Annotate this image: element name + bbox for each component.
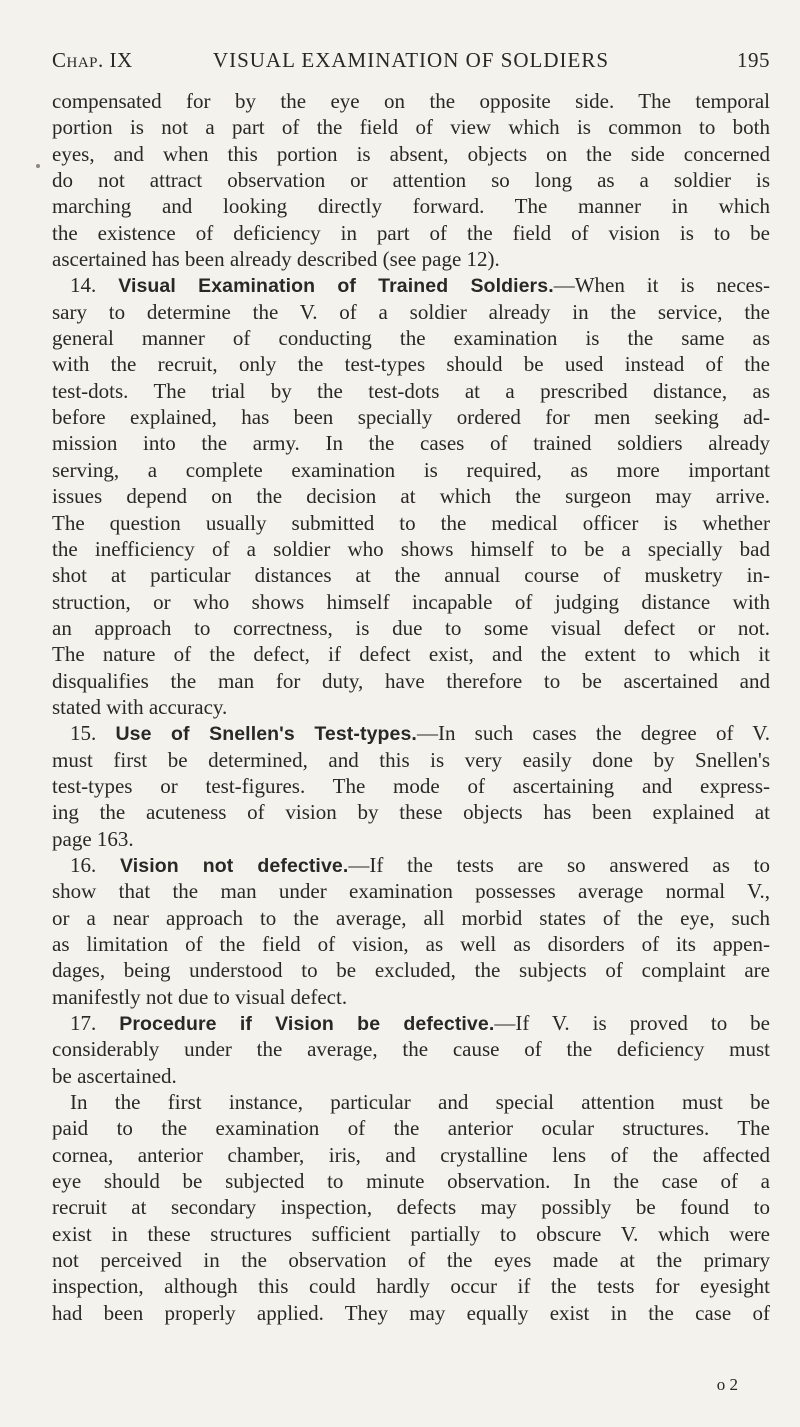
section-heading: Procedure if Vision be defective.: [119, 1013, 495, 1036]
text-line: [52, 1168, 770, 1194]
section-heading: Visual Examination of Trained Soldiers.: [118, 275, 554, 298]
section-heading: Use of Snellen's Test-types.: [115, 723, 417, 746]
section-first-line: [52, 1010, 770, 1036]
line-text: exist in these structures sufficient partially to obscure V. which were: [52, 1221, 770, 1246]
text-line: [52, 826, 770, 852]
line-text: the existence of deficiency in part of the field of vision is to be: [52, 220, 770, 245]
text-line: [52, 404, 770, 430]
text-line: [52, 905, 770, 931]
line-text: mission into the army. In the cases of trained soldiers already: [52, 431, 770, 456]
line-text: —When it is neces-: [553, 273, 770, 298]
line-text: or a near approach to the average, all morbid states of the eye, such: [52, 905, 770, 930]
line-text: test-dots. The trial by the test-dots at a prescribed distance, as: [52, 378, 770, 403]
line-text: be ascertained.: [52, 1063, 177, 1088]
line-text: had been properly applied. They may equally exist in the case of: [52, 1300, 770, 1325]
line-text: paid to the examination of the anterior ocular structures. The: [52, 1116, 770, 1141]
text-line: [52, 510, 770, 536]
section-number: 16.: [70, 852, 120, 877]
line-text: —If V. is proved to be: [494, 1011, 771, 1036]
line-text: manifestly not due to visual defect.: [52, 984, 348, 1009]
text-line: [52, 1194, 770, 1220]
page-number: 195: [737, 48, 770, 72]
running-head: [52, 48, 770, 78]
text-line: [52, 773, 770, 799]
text-line: [52, 878, 770, 904]
line-text: The nature of the defect, if defect exist, and the extent to which it: [52, 642, 770, 667]
section-number: 14.: [70, 273, 119, 298]
line-text: issues depend on the decision at which the surgeon may arrive.: [52, 484, 770, 509]
line-text: marching and looking directly forward. The manner in which: [52, 194, 770, 219]
text-line: [52, 1089, 770, 1115]
text-line: [52, 615, 770, 641]
line-text: sary to determine the V. of a soldier already in the service, the: [52, 299, 770, 324]
body-text: [52, 88, 770, 1326]
line-text: show that the man under examination possesses average normal V.,: [52, 879, 770, 904]
chapter-label: Chap. IX: [52, 48, 133, 72]
text-line: [52, 246, 770, 272]
text-line: [52, 430, 770, 456]
line-text: cornea, anterior chamber, iris, and crystalline lens of the affected: [52, 1142, 770, 1167]
text-line: [52, 1273, 770, 1299]
line-text: compensated for by the eye on the opposite side. The temporal: [52, 89, 770, 113]
line-text: do not attract observation or attention so long as a soldier is: [52, 168, 770, 193]
line-text: serving, a complete examination is required, as more important: [52, 457, 770, 482]
section-first-line: [52, 272, 770, 298]
line-text: eyes, and when this portion is absent, objects on the side concerned: [52, 141, 770, 166]
text-line: [52, 799, 770, 825]
text-line: [52, 351, 770, 377]
text-line: [52, 984, 770, 1010]
line-text: portion is not a part of the field of view which is common to both: [52, 115, 770, 140]
text-line: [52, 1221, 770, 1247]
line-text: struction, or who shows himself incapable of judging distance with: [52, 589, 770, 614]
text-line: [52, 957, 770, 983]
text-line: [52, 1300, 770, 1326]
text-line: [52, 1036, 770, 1062]
line-text: page 163.: [52, 826, 134, 851]
signature-mark: o 2: [716, 1375, 738, 1394]
text-line: [52, 167, 770, 193]
line-text: test-types or test-figures. The mode of ascertaining and express-: [52, 773, 770, 798]
margin-speck: [36, 164, 40, 168]
line-text: considerably under the average, the cause of the deficiency must: [52, 1037, 770, 1062]
text-line: [52, 694, 770, 720]
text-line: [52, 299, 770, 325]
text-line: [52, 1115, 770, 1141]
text-line: [52, 1247, 770, 1273]
section-heading: Vision not defective.: [120, 854, 349, 877]
line-text: with the recruit, only the test-types should be used instead of the: [52, 352, 770, 377]
text-line: [52, 325, 770, 351]
running-title: VISUAL EXAMINATION OF SOLDIERS: [212, 48, 610, 72]
text-line: [52, 668, 770, 694]
line-text: disqualifies the man for duty, have therefore to be ascertained and: [52, 668, 770, 693]
line-text: recruit at secondary inspection, defects may possibly be found to: [52, 1195, 770, 1220]
line-text: inspection, although this could hardly occur if the tests for eyesight: [52, 1274, 770, 1299]
text-line: [52, 141, 770, 167]
text-line: [52, 641, 770, 667]
line-text: —If the tests are so answered as to: [348, 852, 771, 877]
text-line: [52, 536, 770, 562]
line-text: as limitation of the field of vision, as well as disorders of its appen-: [52, 932, 770, 956]
text-line: [52, 457, 770, 483]
section-first-line: [52, 720, 770, 746]
line-text: shot at particular distances at the annual course of musketry in-: [52, 563, 770, 588]
text-line: [52, 1142, 770, 1168]
section-number: 17.: [70, 1011, 120, 1036]
line-text: dages, being understood to be excluded, the subjects of complaint are: [52, 958, 770, 983]
line-text: —In such cases the degree of V.: [416, 721, 770, 746]
text-line: [52, 220, 770, 246]
line-text: stated with accuracy.: [52, 694, 228, 719]
text-line: [52, 378, 770, 404]
line-text: before explained, has been specially ordered for men seeking ad-: [52, 405, 770, 430]
text-line: [52, 931, 770, 957]
line-text: ascertained has been already described (see page 12).: [52, 247, 500, 272]
text-line: [52, 483, 770, 509]
text-line: [52, 1063, 770, 1089]
line-text: general manner of conducting the examination is the same as: [52, 326, 770, 351]
text-line: [52, 114, 770, 140]
text-line: [52, 562, 770, 588]
line-text: ing the acuteness of vision by these objects has been explained at: [52, 800, 770, 825]
text-line: [52, 747, 770, 773]
line-text: must first be determined, and this is very easily done by Snellen's: [52, 747, 770, 772]
section-number: 15.: [70, 721, 116, 746]
line-text: not perceived in the observation of the eyes made at the primary: [52, 1248, 770, 1273]
text-line: [52, 589, 770, 615]
line-text: eye should be subjected to minute observation. In the case of a: [52, 1169, 770, 1194]
text-line: [52, 193, 770, 219]
text-line: [52, 88, 770, 114]
line-text: an approach to correctness, is due to some visual defect or not.: [52, 615, 770, 640]
line-text: In the first instance, particular and special attention must be: [70, 1090, 770, 1115]
line-text: the inefficiency of a soldier who shows himself to be a specially bad: [52, 536, 770, 561]
section-first-line: [52, 852, 770, 878]
line-text: The question usually submitted to the medical officer is whether: [52, 510, 770, 535]
